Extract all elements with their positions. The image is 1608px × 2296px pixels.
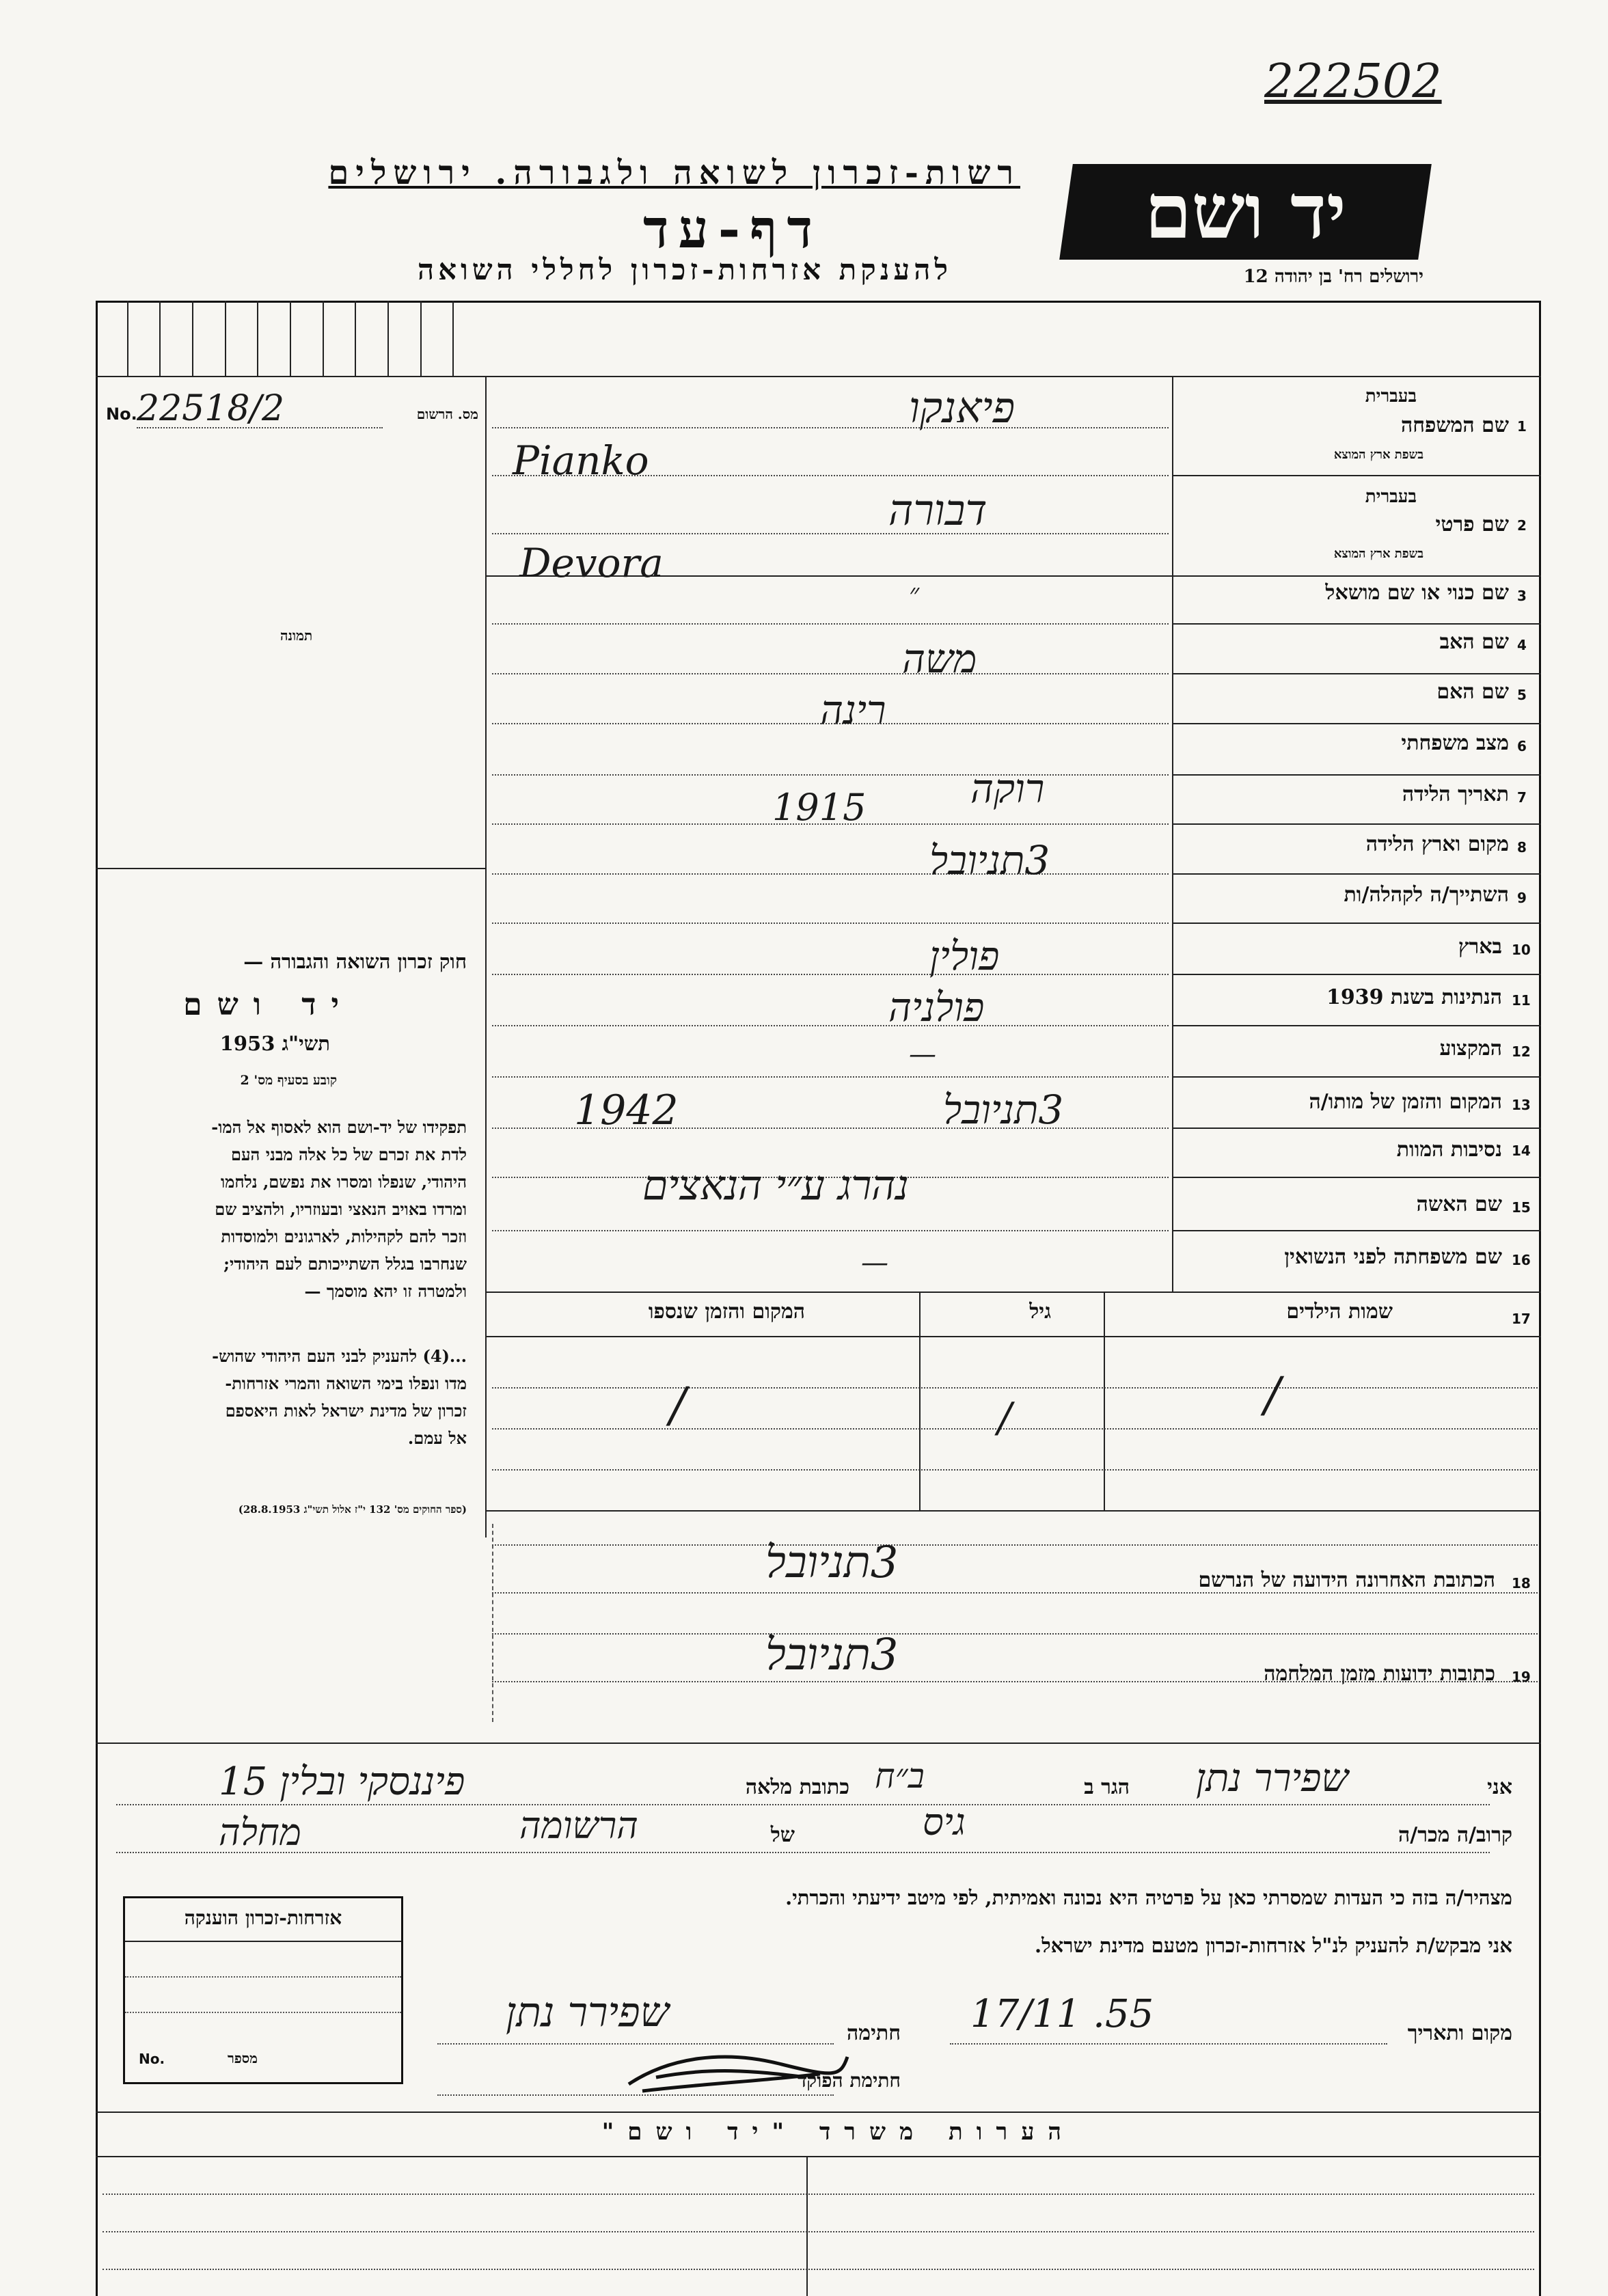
- form-subtitle: להענקת אזרחות-זכרון לחללי השואה: [417, 253, 952, 286]
- address-line: ירושלים רח' בן יהודה 12: [1243, 266, 1423, 287]
- value-nationality: פולניה: [888, 984, 985, 1030]
- children-col-age: גיל: [1029, 1300, 1051, 1324]
- children-value-age: /: [998, 1394, 1012, 1442]
- field-label-13: המקום והזמן של מותו/ה: [1309, 1090, 1502, 1114]
- field-num-15: 15: [1512, 1199, 1531, 1216]
- decl-extra-value: מחלה: [219, 1811, 301, 1854]
- field-num-1: 1: [1517, 418, 1527, 435]
- children-value-place: /: [670, 1377, 686, 1433]
- tick-strip: [96, 301, 485, 376]
- field-sub-b-1: בשפת ארץ המוצא: [1333, 448, 1423, 462]
- decl-name: שפירר נתן: [1196, 1756, 1349, 1801]
- law-name: יד ושם: [183, 987, 354, 1022]
- field-label-18: הכתובת האחרונה הידועה של הנרשם: [1198, 1568, 1495, 1592]
- value-birth-place: 3תניובל: [929, 837, 1050, 884]
- value-death-circumstances: נהרג ע״י הנאצים: [642, 1162, 909, 1210]
- value-birth-date: 1915: [772, 786, 867, 829]
- field-label-5: שם האם: [1436, 680, 1509, 704]
- children-value-names: /: [1264, 1367, 1281, 1423]
- value-nickname: ״: [909, 578, 920, 610]
- field-num-9: 9: [1517, 890, 1527, 906]
- value-father: משה: [902, 636, 977, 682]
- citizenship-box-title: אזרחות-זכרון הוענקה: [184, 1906, 342, 1929]
- logo-text: יד ושם: [1145, 167, 1346, 256]
- field-num-18: 18: [1512, 1575, 1531, 1591]
- field-label-8: מקום וארץ הלידה: [1365, 832, 1509, 856]
- decl-shel-label: של: [770, 1823, 795, 1847]
- field-num-19: 19: [1512, 1669, 1531, 1685]
- decl-city: ב״ח: [875, 1756, 925, 1796]
- field-num-6: 6: [1517, 738, 1527, 754]
- field-label-3: שם כנוי או שם מושאל: [1325, 581, 1509, 605]
- value-mother: רינה: [820, 687, 886, 733]
- decl-request: אני מבקש/ת להעניק לנ"ל אזרחות-זכרון מטעם מדינת ישראל.: [1034, 1934, 1512, 1957]
- law-title: חוק זכרון השואה והגבורה —: [243, 950, 467, 973]
- field-label-7: תאריך הלידה: [1402, 782, 1509, 806]
- field-num-16: 16: [1512, 1252, 1531, 1268]
- decl-gar-label: הגר ב: [1084, 1775, 1130, 1799]
- authority-heading: רשות-זכרון לשואה ולגבורה. ירושלים: [328, 154, 1020, 192]
- field-label-1: שם המשפחה: [1400, 413, 1509, 437]
- office-notes-title: הערות משרד "יד ושם": [601, 2118, 1075, 2146]
- decl-official-label: חתימת הפוקד: [797, 2069, 901, 2092]
- field-num-10: 10: [1512, 942, 1531, 958]
- field-sub-a-2: בעברית: [1365, 487, 1417, 507]
- field-num-5: 5: [1517, 687, 1527, 703]
- field-num-14: 14: [1512, 1143, 1531, 1159]
- law-clause: קובע בסעיף מס' 2: [240, 1073, 337, 1088]
- value-wartime-address: 3תניובל: [765, 1630, 899, 1680]
- registration-no-label: No.: [106, 405, 137, 424]
- children-col-names: שמות הילדים: [1286, 1300, 1393, 1324]
- decl-ani: אני: [1487, 1775, 1512, 1799]
- registration-label: מס. הרשום: [416, 406, 478, 422]
- value-surname-hebrew: פיאנקו: [909, 383, 1016, 433]
- decl-of-value: הרשומה: [519, 1804, 638, 1847]
- field-num-8: 8: [1517, 839, 1527, 856]
- value-profession: —: [909, 1039, 936, 1070]
- decl-signature-value: שפירר נתן: [506, 1988, 670, 2036]
- field-label-4: שם האב: [1439, 630, 1509, 654]
- registration-value: 22518/2: [137, 388, 285, 429]
- field-num-3: 3: [1517, 588, 1527, 604]
- field-label-14: נסיבות המוות: [1396, 1138, 1502, 1162]
- decl-relative-label: קרוב/ה מכר/ה: [1398, 1823, 1512, 1847]
- field-label-9: השתייך/ה לקהלה/ות: [1344, 883, 1509, 907]
- citizenship-box: [123, 1896, 403, 2084]
- value-maiden-name: —: [861, 1247, 888, 1279]
- field-label-2: שם פרטי: [1435, 512, 1509, 536]
- decl-statement: מצהיר/ה בזה כי העדות שמסרתי כאן על פרטיה היא נכונה ואמיתית, לפי מיטב ידיעתי והכרתי.: [785, 1886, 1512, 1909]
- decl-address: פיננסקי ובלין 15: [219, 1760, 465, 1804]
- field-num-11: 11: [1512, 992, 1531, 1009]
- law-reference: (ספר החוקים מס' 132 י"ז אלול תשי"ג 28.8.1953): [238, 1503, 467, 1516]
- registration-row: [106, 388, 478, 430]
- field-num-13: 13: [1512, 1097, 1531, 1113]
- field-label-6: מצב משפחתי: [1401, 731, 1509, 755]
- field-num-17: 17: [1512, 1311, 1531, 1327]
- law-text-1: תפקידו של יד-ושם הוא לאסוף אל המו- לדת את זכרם של כל אלה מבני העם היהודי, שנפלו ומסרו את נפשם, נלחמו ומרדו באויב הנאצי ובעוזריו, ולהציב שם וזכר להם לקהילות, לארגונים ולמוסדות שנחרבו בגלל השתייכותם לעם היהודי; ולמטרה זו יהא מוסמך —: [211, 1117, 467, 1301]
- value-death-year: 1942: [574, 1086, 679, 1134]
- decl-signature-label: חתימה: [847, 2021, 901, 2045]
- decl-place-date-value: 17/11 .55: [970, 1992, 1154, 2036]
- field-num-2: 2: [1517, 517, 1527, 534]
- value-firstname-hebrew: דבורה: [888, 485, 987, 535]
- field-sub-b-2: בשפת ארץ המוצא: [1333, 547, 1423, 561]
- field-label-19: כתובות ידועות מזמן המלחמה: [1264, 1662, 1495, 1686]
- law-year: תשי"ג 1953: [219, 1032, 330, 1055]
- field-num-12: 12: [1512, 1043, 1531, 1060]
- value-marital-status: רוקה: [970, 765, 1045, 812]
- decl-address-label: כתובת מלאה: [745, 1775, 849, 1799]
- law-text-2: ...(4) להעניק לבני העם היהודי שהוש- מדו ונפלו בימי השואה והמרי אזרחות- זכרון של מדינת ישראל לאות היאספם אל עמם.: [212, 1346, 467, 1448]
- value-firstname-latin: Devora: [519, 540, 664, 586]
- field-label-15: שם האשה: [1416, 1192, 1502, 1216]
- field-label-10: בארץ: [1458, 935, 1502, 959]
- value-surname-latin: Pianko: [513, 437, 649, 484]
- value-death-place: 3תניובל: [943, 1086, 1064, 1133]
- value-last-address: 3תניובל: [765, 1538, 899, 1588]
- value-country: פולין: [929, 933, 1000, 979]
- photo-label: תמונה: [280, 627, 313, 644]
- field-label-11: הנתינות בשנת 1939: [1326, 985, 1502, 1009]
- yad-vashem-logo: [1059, 164, 1432, 260]
- form-title: דף-עד: [643, 198, 822, 260]
- signature-stroke: [629, 2057, 847, 2091]
- field-num-4: 4: [1517, 637, 1527, 653]
- field-label-12: המקצוע: [1439, 1037, 1502, 1061]
- archive-number: 222502: [1264, 55, 1442, 109]
- field-sub-a-1: בעברית: [1365, 386, 1417, 407]
- citizenship-box-number-label: מספר: [228, 2050, 258, 2066]
- field-num-7: 7: [1517, 789, 1527, 806]
- children-col-place: המקום והזמן שנספו: [648, 1300, 805, 1324]
- citizenship-box-no: No.: [139, 2051, 165, 2067]
- field-label-16: שם משפחתה לפני הנשואין: [1284, 1245, 1502, 1269]
- decl-relative-value: גיס: [923, 1801, 966, 1844]
- decl-place-date-label: מקום ותאריך: [1407, 2021, 1512, 2045]
